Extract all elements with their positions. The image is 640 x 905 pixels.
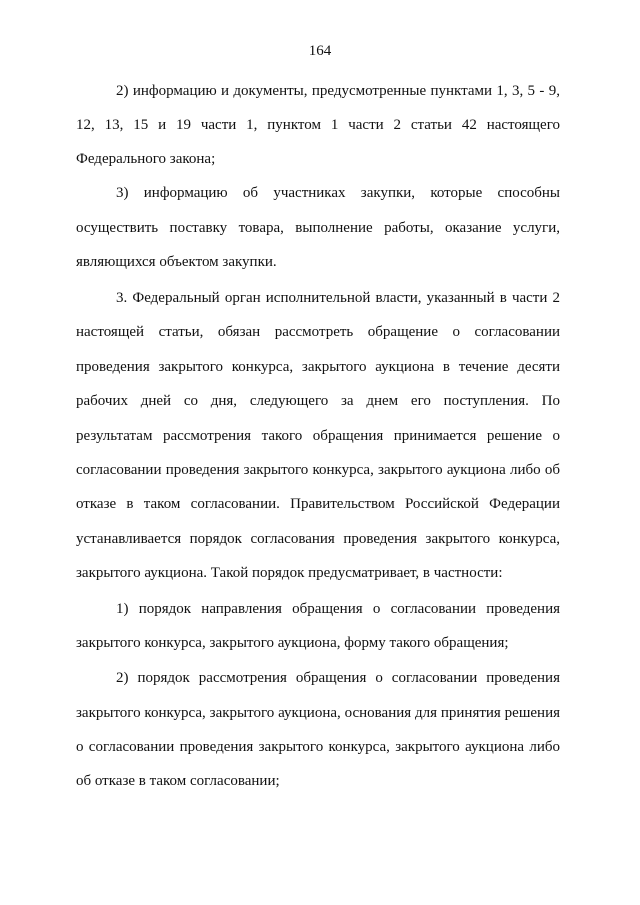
text-line: закрытого конкурса, закрытого аукциона, основания для принятия решения	[76, 705, 560, 721]
text-line: об отказе в таком согласовании;	[76, 773, 280, 789]
text-line: 3. Федеральный орган исполнительной власти, указанный в части 2	[116, 290, 560, 306]
text-line: закрытого конкурса, закрытого аукциона, форму такого обращения;	[76, 635, 509, 651]
text-line: настоящей статьи, обязан рассмотреть обращение о согласовании	[76, 324, 560, 340]
text-line: Федерального закона;	[76, 151, 216, 167]
text-line: 2) порядок рассмотрения обращения о согласовании проведения	[116, 670, 560, 686]
text-line: устанавливается порядок согласования проведения закрытого конкурса,	[76, 531, 560, 547]
text-line: закрытого аукциона. Такой порядок предусматривает, в частности:	[76, 565, 503, 581]
text-line: являющихся объектом закупки.	[76, 254, 277, 270]
text-line: о согласовании проведения закрытого конкурса, закрытого аукциона либо	[76, 739, 560, 755]
text-line: 1) порядок направления обращения о согласовании проведения	[116, 601, 560, 617]
text-line: рабочих дней со дня, следующего за днем его поступления. По	[76, 393, 560, 409]
text-line: 3) информацию об участниках закупки, которые способны	[116, 185, 560, 201]
text-line: результатам рассмотрения такого обращения принимается решение о	[76, 428, 560, 444]
text-line: осуществить поставку товара, выполнение работы, оказание услуги,	[76, 220, 560, 236]
text-line: согласовании проведения закрытого конкурса, закрытого аукциона либо об	[76, 462, 560, 478]
text-line: 12, 13, 15 и 19 части 1, пунктом 1 части 2 статьи 42 настоящего	[76, 117, 560, 133]
page-number: 164	[308, 43, 332, 59]
text-line: 2) информацию и документы, предусмотренные пунктами 1, 3, 5 - 9,	[116, 83, 560, 99]
text-line: проведения закрытого конкурса, закрытого аукциона в течение десяти	[76, 359, 560, 375]
text-line: отказе в таком согласовании. Правительством Российской Федерации	[76, 496, 560, 512]
